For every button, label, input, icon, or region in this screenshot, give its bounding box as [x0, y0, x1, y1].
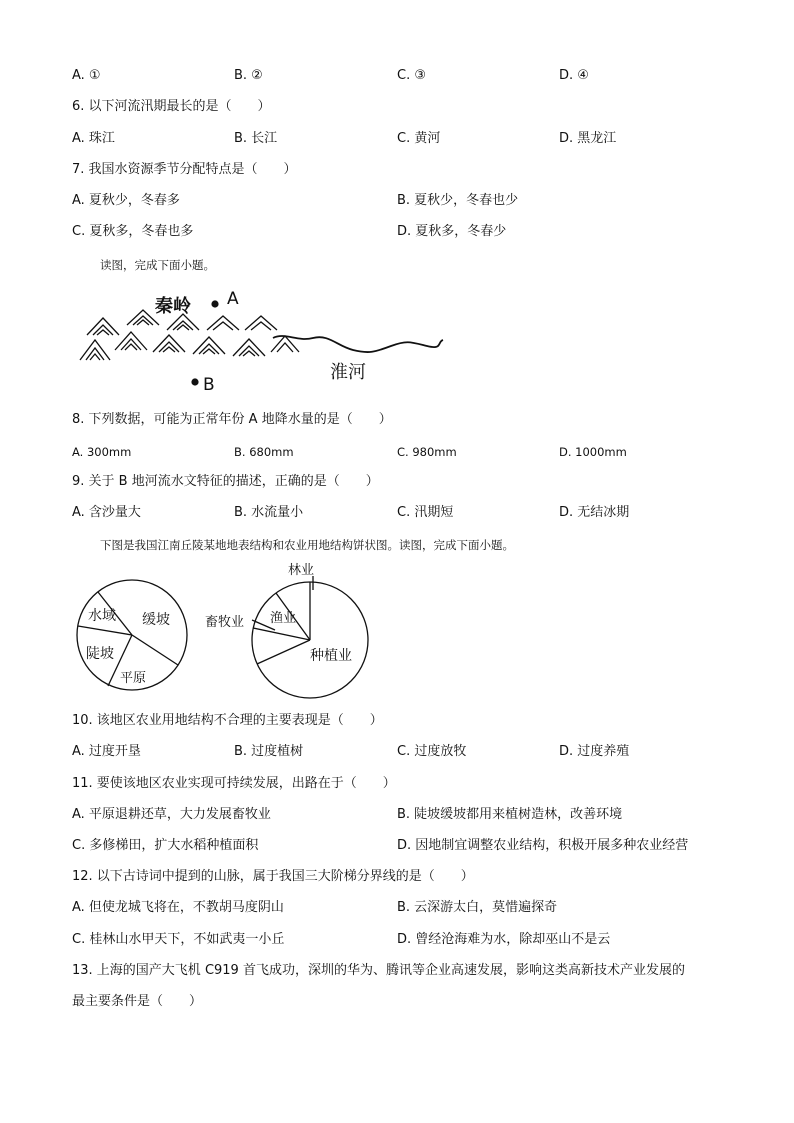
- pie1-label-gentle-slope: 缓坡: [142, 612, 170, 628]
- q8-option-c: C. 980mm: [397, 445, 457, 459]
- q9-option-c: C. 汛期短: [397, 505, 454, 520]
- q5-option-c: C. ③: [397, 68, 426, 83]
- river-label: 淮河: [330, 362, 366, 383]
- q13-stem-line1: 13. 上海的国产大飞机 C919 首飞成功，深圳的华为、腾讯等企业高速发展，影响这类高新技术产业发展的: [72, 963, 685, 978]
- q12-option-b: B. 云深游太白，莫惜遍探奇: [397, 900, 558, 915]
- pie2-label-livestock: 畜牧业: [205, 615, 245, 630]
- q12-stem: 12. 以下古诗词中提到的山脉，属于我国三大阶梯分界线的是（ ）: [72, 869, 474, 884]
- q6-option-c: C. 黄河: [397, 131, 441, 146]
- q9-option-a: A. 含沙量大: [72, 505, 141, 520]
- q12-option-a: A. 但使龙城飞将在，不教胡马度阴山: [72, 900, 284, 915]
- q13-stem-line2: 最主要条件是（ ）: [72, 994, 203, 1009]
- q11-option-b: B. 陡坡缓坡都用来植树造林，改善环境: [397, 807, 623, 822]
- pie2-label-forestry: 林业: [288, 563, 315, 578]
- qinling-huaihe-map: [75, 280, 445, 400]
- q10-option-b: B. 过度植树: [234, 744, 304, 759]
- q5-option-b: B. ②: [234, 68, 263, 83]
- q11-option-d: D. 因地制宜调整农业结构，积极开展多种农业经营: [397, 838, 689, 853]
- point-b-label: B: [203, 375, 215, 395]
- q7-option-c: C. 夏秋多，冬春也多: [72, 224, 194, 239]
- point-a-dot: [211, 300, 218, 307]
- pie2-label-crop: 种植业: [310, 648, 352, 664]
- mountain-label: 秦岭: [155, 296, 191, 317]
- q7-option-b: B. 夏秋少，冬春也少: [397, 193, 519, 208]
- q7-option-d: D. 夏秋多，冬春少: [397, 224, 507, 239]
- pie1-label-plain: 平原: [120, 671, 147, 686]
- q10-option-c: C. 过度放牧: [397, 744, 467, 759]
- mountain-symbol-9: [233, 339, 265, 356]
- pie2-label-fishery: 渔业: [270, 611, 297, 626]
- q8-option-d: D. 1000mm: [559, 445, 627, 459]
- intro-read-map: 读图，完成下面小题。: [100, 258, 215, 272]
- huaihe-river: [273, 336, 443, 352]
- q7-stem: 7. 我国水资源季节分配特点是（ ）: [72, 162, 297, 177]
- mountain-symbol-7: [193, 337, 225, 354]
- pie2-divider-4: [257, 640, 310, 664]
- pie1-label-steep-slope: 陡坡: [86, 646, 114, 662]
- q6-stem: 6. 以下河流汛期最长的是（ ）: [72, 99, 271, 114]
- q6-option-a: A. 珠江: [72, 131, 115, 146]
- q11-stem: 11. 要使该地区农业实现可持续发展，出路在于（ ）: [72, 776, 396, 791]
- q5-option-d: D. ④: [559, 68, 589, 83]
- q10-option-d: D. 过度养殖: [559, 744, 630, 759]
- q11-option-a: A. 平原退耕还草，大力发展畜牧业: [72, 807, 271, 822]
- pie-agri-land-use: [252, 576, 368, 698]
- mountain-symbol-2: [87, 318, 119, 335]
- q8-option-a: A. 300mm: [72, 445, 132, 459]
- q10-stem: 10. 该地区农业用地结构不合理的主要表现是（ ）: [72, 713, 383, 728]
- q8-stem: 8. 下列数据，可能为正常年份 A 地降水量的是（ ）: [72, 412, 392, 427]
- intro-pie-charts: 下图是我国江南丘陵某地地表结构和农业用地结构饼状图。读图，完成下面小题。: [100, 538, 514, 552]
- q8-option-b: B. 680mm: [234, 445, 294, 459]
- pie1-divider-2: [78, 626, 132, 635]
- q9-option-d: D. 无结冰期: [559, 505, 630, 520]
- q9-option-b: B. 水流量小: [234, 505, 304, 520]
- q5-option-a: A. ①: [72, 68, 101, 83]
- q6-option-d: D. 黑龙江: [559, 131, 617, 146]
- mountain-symbol-5: [153, 335, 185, 352]
- q12-option-c: C. 桂林山水甲天下，不如武夷一小丘: [72, 932, 285, 947]
- pie2-divider-3: [253, 628, 310, 640]
- mountain-symbol-8: [207, 316, 239, 330]
- q10-option-a: A. 过度开垦: [72, 744, 141, 759]
- pie1-divider-4: [132, 635, 178, 665]
- q7-option-a: A. 夏秋少，冬春多: [72, 193, 180, 208]
- q9-stem: 9. 关于 B 地河流水文特征的描述，正确的是（ ）: [72, 474, 379, 489]
- point-b-dot: [191, 378, 198, 385]
- pie-charts-figure: [70, 560, 400, 710]
- q6-option-b: B. 长江: [234, 131, 278, 146]
- mountain-symbol-3: [115, 332, 147, 350]
- pie1-label-water: 水域: [88, 608, 116, 624]
- mountain-symbol-10: [245, 316, 277, 330]
- q12-option-d: D. 曾经沧海难为水，除却巫山不是云: [397, 932, 611, 947]
- q11-option-c: C. 多修梯田，扩大水稻种植面积: [72, 838, 259, 853]
- mountain-symbol-1: [80, 340, 110, 360]
- point-a-label: A: [227, 289, 239, 309]
